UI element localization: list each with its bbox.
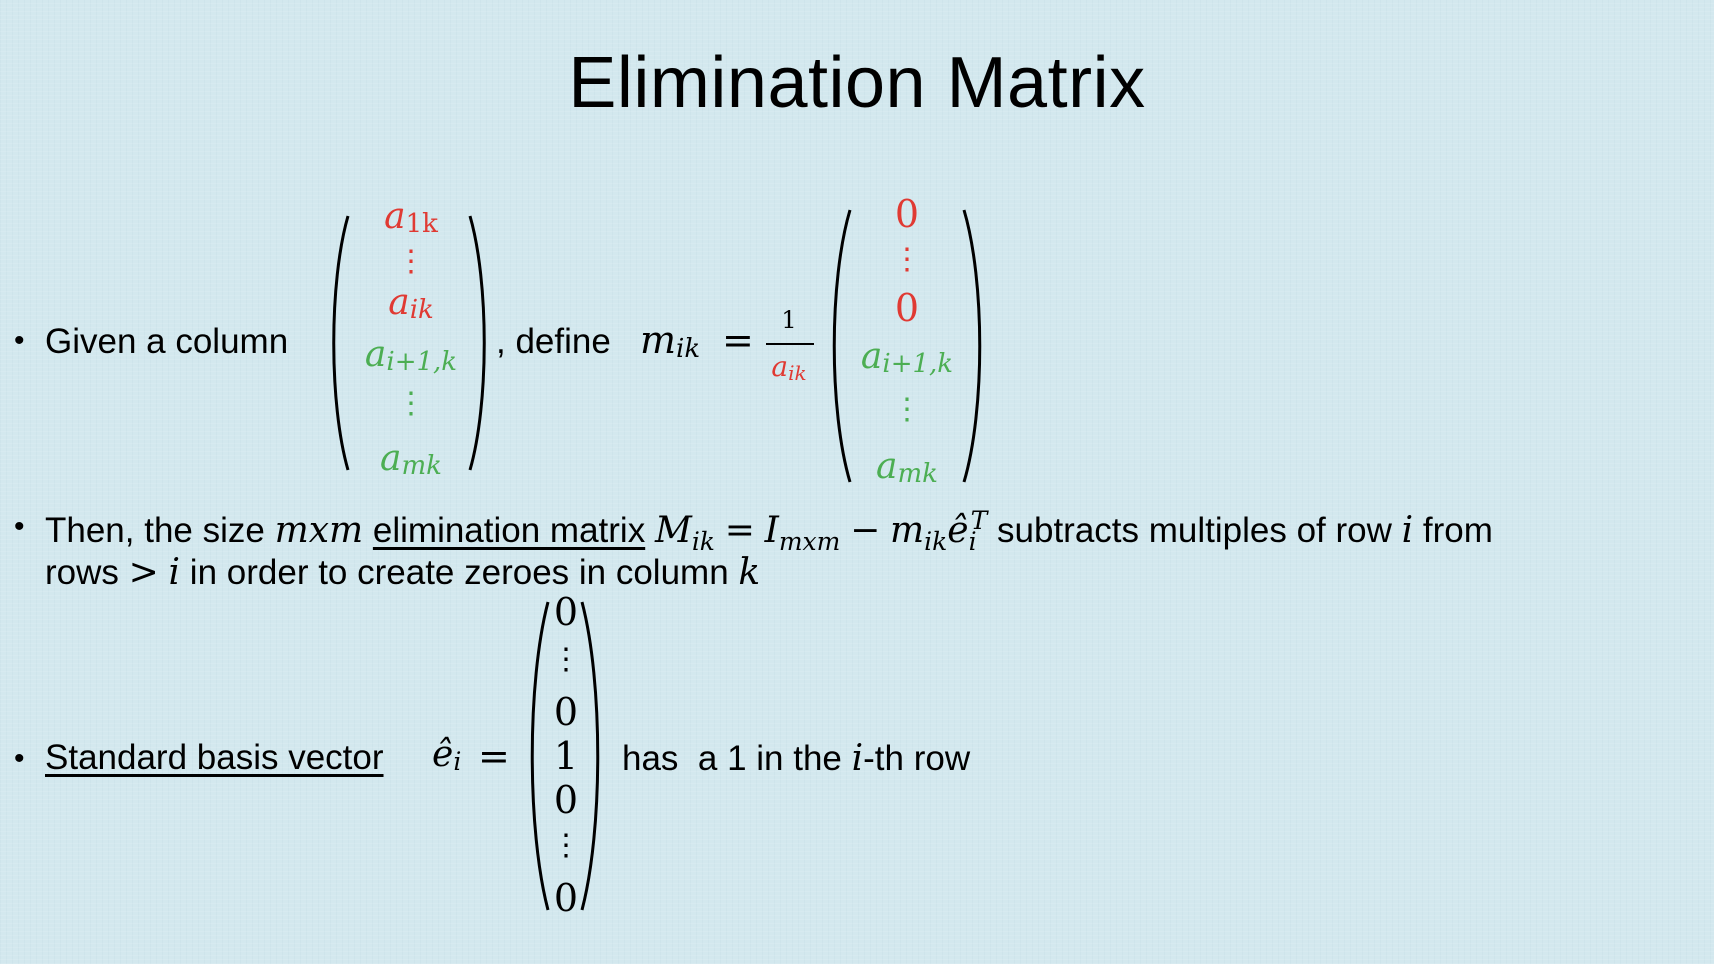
column-entry-aik: $a_{ik}$ — [388, 282, 434, 326]
standard-basis-vector-link[interactable]: Standard basis vector — [45, 738, 384, 777]
column-entry-ai1k: $a_{i+1,k}$ — [364, 334, 458, 378]
has-text: has a 1 in the — [622, 739, 842, 778]
basis-entry-one: 1 — [553, 734, 579, 778]
vector-entry-ai1k: $a_{i+1,k}$ — [860, 336, 954, 380]
bullet-2-line-2 — [45, 552, 760, 593]
bullet-3-dot: • — [14, 742, 25, 775]
m-ik-e-symbol: $m_{ik}ê_i^T$ — [890, 506, 988, 557]
from-text: from — [1422, 511, 1493, 550]
zeroes-text: in order to create zeroes in column — [189, 553, 729, 592]
equals-sign-1: = — [722, 318, 754, 362]
vector-left-paren — [826, 206, 852, 486]
minus-sign: − — [850, 510, 881, 551]
given-column-text: Given a column — [45, 322, 289, 361]
basis-vdots-bottom: ⋮ — [551, 828, 581, 863]
bullet-2-line-1 — [45, 506, 1493, 556]
greater-than-sign: > — [128, 552, 159, 593]
vector-entry-amk: $a_{mk}$ — [876, 446, 938, 490]
basis-entry-zero-above: 0 — [553, 690, 579, 734]
slide-title: Elimination Matrix — [568, 43, 1146, 123]
column-vdots-top: ⋮ — [396, 244, 426, 279]
equals-sign-2: = — [724, 510, 755, 551]
rows-text: rows — [45, 553, 119, 592]
i-th-symbol: i — [851, 738, 864, 779]
bullet-2-dot: • — [14, 510, 25, 543]
bullet-1-dot: • — [14, 324, 25, 357]
column-entry-amk: $a_{mk}$ — [380, 438, 442, 482]
rows-i-symbol: i — [168, 552, 181, 593]
fraction-numerator: 1 — [781, 306, 797, 334]
subtracts-text: subtracts multiples of row — [997, 511, 1392, 550]
basis-entry-zero-below: 0 — [553, 778, 579, 822]
basis-entry-zero-bottom: 0 — [553, 876, 579, 920]
column-left-paren — [326, 212, 350, 474]
mxm-symbol: mxm — [274, 510, 364, 551]
column-k-symbol: k — [738, 552, 761, 593]
e-i-hat-symbol: $ê_i$ — [432, 734, 462, 777]
basis-left-paren — [524, 598, 550, 914]
th-row-text: -th row — [863, 739, 971, 778]
elimination-matrix-link[interactable]: elimination matrix — [372, 511, 646, 550]
fraction-bar — [766, 343, 814, 345]
vector-right-paren — [962, 206, 988, 486]
bullet-3-trailing-text — [622, 738, 970, 779]
equals-sign-3: = — [478, 734, 510, 778]
vector-vdots-bottom: ⋮ — [892, 392, 922, 427]
vector-entry-zero-top: 0 — [894, 192, 920, 236]
vector-entry-zero: 0 — [894, 286, 920, 330]
I-mxm-symbol: $I_{mxm}$ — [764, 510, 841, 557]
column-entry-a1k: $a_{1k}$ — [384, 196, 438, 240]
define-text: , define — [496, 322, 611, 361]
fraction-denominator: $a_{ik}$ — [771, 350, 807, 386]
then-text: Then, the size — [45, 511, 265, 550]
m-ik-symbol: $m_{ik}$ — [640, 318, 701, 365]
vector-vdots-top: ⋮ — [892, 242, 922, 277]
M-ik-symbol: $M_{ik}$ — [654, 510, 715, 557]
row-i-symbol: i — [1401, 510, 1414, 551]
basis-right-paren — [580, 598, 606, 914]
basis-entry-zero-top: 0 — [553, 590, 579, 634]
column-right-paren — [468, 212, 492, 474]
basis-vdots-top: ⋮ — [551, 642, 581, 677]
column-vdots-bottom: ⋮ — [396, 386, 426, 421]
